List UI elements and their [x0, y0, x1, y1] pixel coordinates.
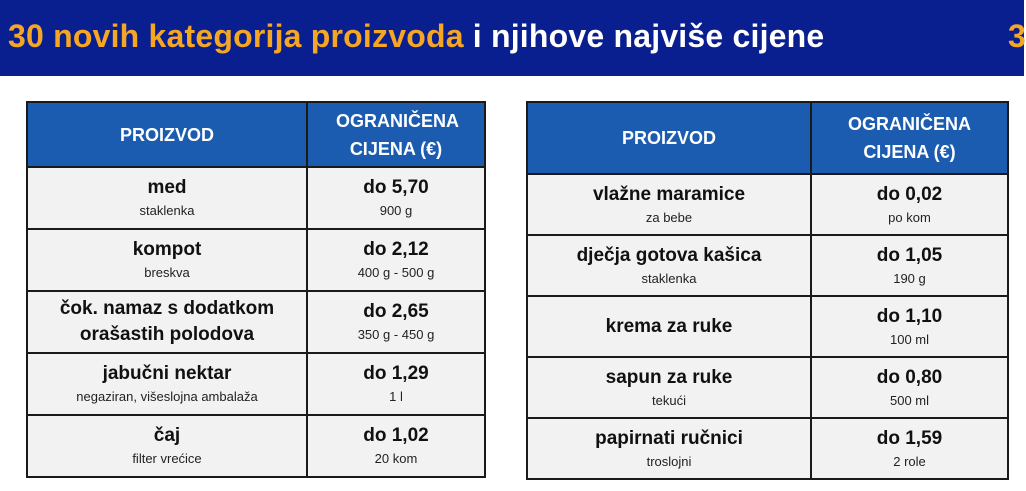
price-unit: 100 ml [889, 331, 930, 347]
table-header-row [527, 102, 1008, 174]
product-cell [527, 357, 811, 418]
page-number: 3 [1008, 18, 1026, 54]
product-name: med [147, 177, 187, 198]
price-value: do 1,02 [363, 425, 429, 446]
price-value: do 1,29 [363, 363, 429, 384]
product-name: čaj [153, 425, 181, 446]
product-cell [527, 296, 811, 357]
product-cell [27, 415, 307, 477]
price-cell [307, 353, 485, 415]
product-name: papirnati ručnici [595, 427, 743, 449]
price-value: do 5,70 [363, 177, 429, 198]
product-cell [27, 167, 307, 229]
price-cell [307, 229, 485, 291]
price-unit: 1 l [389, 389, 403, 404]
table-row [527, 235, 1008, 296]
product-name: dječja gotova kašica [576, 244, 762, 266]
product-note: negaziran, višeslojna ambalaža [76, 389, 258, 404]
title-accent: 30 novih kategorija proizvoda [8, 18, 464, 54]
price-cell [811, 357, 1008, 418]
price-unit: 500 ml [889, 392, 930, 408]
column-header-price [811, 102, 1008, 174]
table-row [27, 291, 485, 353]
price-value: do 0,02 [876, 183, 943, 205]
table-row [27, 229, 485, 291]
product-cell [27, 291, 307, 353]
product-note: za bebe [645, 209, 693, 225]
price-cell [811, 174, 1008, 235]
product-name: krema za ruke [605, 315, 733, 337]
column-header-price-label: OGRANIČENA CIJENA (€) [336, 110, 460, 159]
slide-header [0, 0, 1024, 76]
price-value: do 1,59 [876, 427, 943, 449]
table-row [27, 415, 485, 477]
price-cell [811, 296, 1008, 357]
table-row [27, 167, 485, 229]
price-cell [811, 418, 1008, 479]
price-value: do 2,65 [363, 301, 429, 322]
product-name: vlažne maramice [592, 183, 746, 205]
price-unit: 2 role [893, 453, 926, 469]
table-header-row [27, 102, 485, 167]
product-note: staklenka [641, 270, 697, 286]
product-note: troslojni [646, 453, 692, 469]
price-table-left [26, 101, 486, 478]
price-unit: 190 g [893, 270, 926, 286]
price-unit: 400 g - 500 g [357, 265, 435, 280]
product-cell [527, 235, 811, 296]
product-note: staklenka [139, 203, 195, 218]
product-note: breskva [144, 265, 190, 280]
product-cell [527, 418, 811, 479]
price-cell [307, 167, 485, 229]
product-note: filter vrećice [132, 451, 202, 466]
column-header-product: PROIZVOD [527, 102, 811, 174]
price-cell [307, 415, 485, 477]
price-value: do 1,05 [876, 244, 943, 266]
price-value: do 0,80 [876, 366, 943, 388]
price-value: do 2,12 [363, 239, 429, 260]
product-cell [27, 353, 307, 415]
price-unit: 350 g - 450 g [357, 327, 435, 342]
price-unit: 900 g [379, 203, 413, 218]
product-name: sapun za ruke [605, 366, 733, 388]
product-note: tekući [652, 392, 686, 408]
price-value: do 1,10 [876, 305, 943, 327]
table-row [527, 296, 1008, 357]
table-row [527, 357, 1008, 418]
product-cell [527, 174, 811, 235]
price-cell [307, 291, 485, 353]
price-unit: po kom [888, 209, 931, 225]
price-table-right [526, 101, 1009, 480]
title-rest: i njihove najviše cijene [463, 18, 825, 54]
price-cell [811, 235, 1008, 296]
table-row [527, 174, 1008, 235]
product-name: kompot [132, 239, 202, 260]
product-cell [27, 229, 307, 291]
product-name: čok. namaz s dodatkom orašastih polodova [59, 298, 275, 345]
table-row [527, 418, 1008, 479]
column-header-price-label: OGRANIČENA CIJENA (€) [848, 114, 972, 162]
product-name: jabučni nektar [102, 363, 232, 384]
table-row [27, 353, 485, 415]
slide-title [8, 18, 824, 55]
column-header-product: PROIZVOD [27, 102, 307, 167]
price-unit: 20 kom [374, 451, 418, 466]
column-header-price [307, 102, 485, 167]
